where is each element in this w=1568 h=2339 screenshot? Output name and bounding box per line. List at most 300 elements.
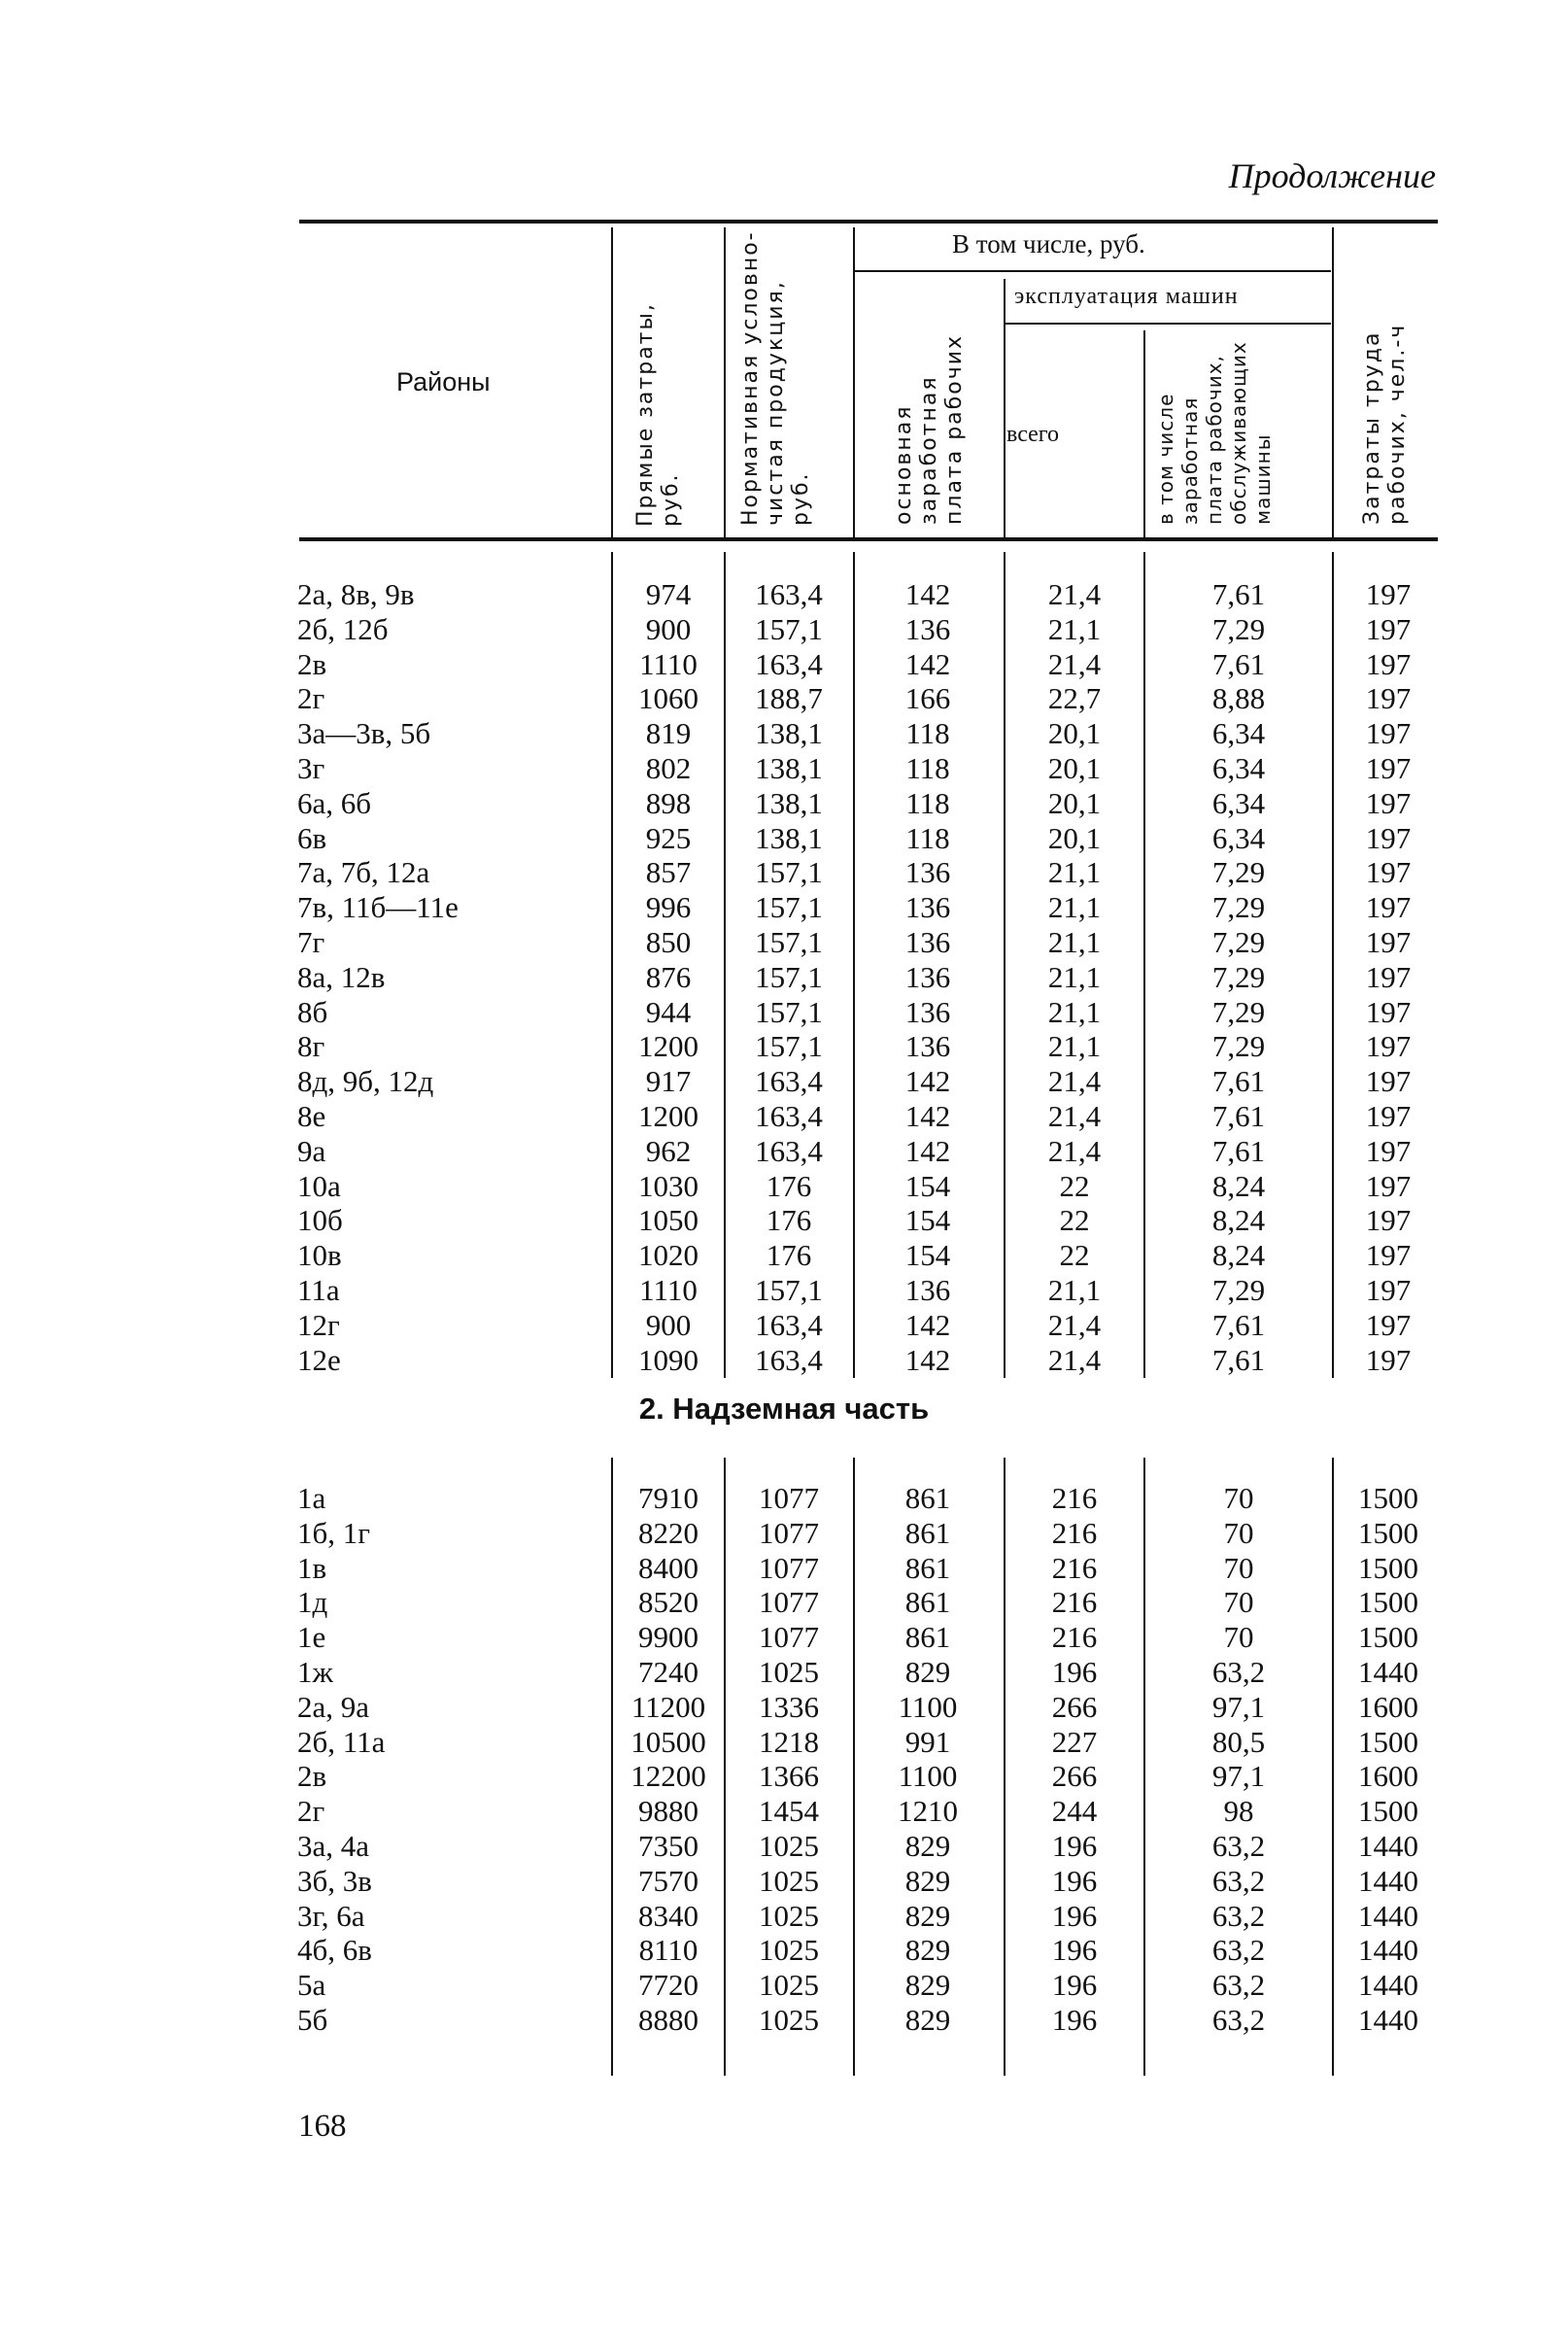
value-cell: 118 [905,785,950,820]
value-cell: 188,7 [755,681,823,716]
header-machine-operation: эксплуатация машин [1014,284,1239,309]
table-row [0,1134,1568,1169]
district-cell: 3б, 3в [297,1863,372,1898]
table-row [0,1899,1568,1934]
value-cell: 1440 [1358,1933,1418,1968]
value-cell: 21,1 [1047,611,1102,646]
value-cell: 1077 [759,1481,819,1515]
value-cell: 70 [1223,1515,1254,1550]
value-cell: 97,1 [1211,1759,1266,1794]
table-row [0,1308,1568,1343]
value-cell: 227 [1051,1724,1098,1759]
table-row [0,1829,1568,1864]
value-cell: 7,29 [1211,1273,1266,1307]
value-cell: 7570 [638,1863,699,1898]
district-cell: 2а, 8в, 9в [297,577,415,611]
value-cell: 196 [1051,2003,1098,2037]
value-cell: 1440 [1358,1863,1418,1898]
header-divider [1004,279,1006,538]
continuation-label: Продолжение [1228,156,1436,195]
value-cell: 1440 [1358,1829,1418,1863]
header-districts: Районы [396,367,491,396]
value-cell: 1020 [638,1238,699,1273]
district-cell: 1ж [297,1655,333,1689]
value-cell: 197 [1365,820,1412,855]
value-cell: 157,1 [755,855,823,890]
table-row [0,1933,1568,1968]
district-cell: 1б, 1г [297,1515,370,1550]
value-cell: 991 [904,1724,951,1759]
table-row [0,1794,1568,1829]
value-cell: 196 [1051,1655,1098,1689]
table-row [0,1481,1568,1516]
value-cell: 197 [1365,1029,1412,1064]
value-cell: 154 [904,1168,951,1203]
table-row [0,1759,1568,1794]
value-cell: 157,1 [755,925,823,959]
value-cell: 197 [1365,611,1412,646]
value-cell: 244 [1051,1794,1098,1829]
value-cell: 196 [1051,1933,1098,1968]
value-cell: 8,24 [1211,1168,1266,1203]
header-direct-costs: Прямые затраты, руб. [633,302,683,527]
value-cell: 196 [1051,1898,1098,1933]
value-cell: 1210 [898,1794,958,1829]
value-cell: 7,29 [1211,994,1266,1029]
value-cell: 197 [1365,1099,1412,1133]
value-cell: 197 [1365,855,1412,890]
district-cell: 8е [297,1099,326,1133]
value-cell: 22,7 [1047,681,1102,716]
value-cell: 1440 [1358,1968,1418,2003]
value-cell: 829 [904,1829,951,1863]
table-row [0,1169,1568,1204]
value-cell: 861 [904,1620,951,1655]
value-cell: 996 [645,890,692,925]
value-cell: 157,1 [755,959,823,994]
value-cell: 70 [1223,1481,1254,1515]
value-cell: 1500 [1358,1620,1418,1655]
table-row [0,1273,1568,1308]
value-cell: 8,24 [1211,1203,1266,1238]
value-cell: 118 [905,820,950,855]
value-cell: 63,2 [1211,1655,1266,1689]
value-cell: 118 [905,751,950,785]
table-row [0,1725,1568,1760]
value-cell: 21,1 [1047,994,1102,1029]
value-cell: 176 [766,1238,812,1273]
value-cell: 6,34 [1211,716,1266,751]
district-cell: 6а, 6б [297,785,372,820]
value-cell: 1454 [759,1794,819,1829]
table-row [0,1238,1568,1273]
value-cell: 7,29 [1211,925,1266,959]
value-cell: 9880 [638,1794,699,1829]
district-cell: 7г [297,925,325,959]
district-cell: 8д, 9б, 12д [297,1064,434,1099]
value-cell: 142 [904,1099,951,1133]
value-cell: 1025 [759,1863,819,1898]
value-cell: 1440 [1358,1898,1418,1933]
table-row [0,821,1568,856]
value-cell: 829 [904,1898,951,1933]
value-cell: 63,2 [1211,1829,1266,1863]
header-divider [853,227,855,538]
table-row [0,1968,1568,2003]
value-cell: 8,24 [1211,1238,1266,1273]
value-cell: 21,1 [1047,1273,1102,1307]
value-cell: 176 [766,1168,812,1203]
value-cell: 216 [1051,1515,1098,1550]
table-row [0,1343,1568,1378]
value-cell: 176 [766,1203,812,1238]
value-cell: 1600 [1358,1689,1418,1724]
district-cell: 7а, 7б, 12а [297,855,430,890]
table-row [0,1655,1568,1690]
value-cell: 157,1 [755,1273,823,1307]
district-cell: 2б, 12б [297,611,389,646]
district-cell: 5а [297,1968,326,2003]
value-cell: 136 [904,890,951,925]
value-cell: 136 [904,855,951,890]
value-cell: 266 [1051,1759,1098,1794]
value-cell: 136 [904,611,951,646]
value-cell: 829 [904,1968,951,2003]
district-cell: 1е [297,1620,326,1655]
district-cell: 12г [297,1307,340,1342]
value-cell: 1500 [1358,1481,1418,1515]
value-cell: 163,4 [755,1064,823,1099]
table-row [0,995,1568,1030]
value-cell: 1200 [638,1099,699,1133]
district-cell: 1д [297,1585,328,1620]
value-cell: 197 [1365,681,1412,716]
value-cell: 1218 [759,1724,819,1759]
district-cell: 3а—3в, 5б [297,716,431,751]
value-cell: 22 [1059,1203,1090,1238]
value-cell: 197 [1365,577,1412,611]
value-cell: 7910 [638,1481,699,1515]
value-cell: 197 [1365,1203,1412,1238]
value-cell: 142 [904,1342,951,1377]
value-cell: 1336 [759,1689,819,1724]
value-cell: 944 [645,994,692,1029]
value-cell: 20,1 [1047,751,1102,785]
value-cell: 163,4 [755,1307,823,1342]
value-cell: 829 [904,1863,951,1898]
value-cell: 138,1 [755,820,823,855]
district-cell: 12е [297,1342,341,1377]
value-cell: 157,1 [755,994,823,1029]
table-row [0,1203,1568,1238]
value-cell: 8220 [638,1515,699,1550]
value-cell: 136 [904,1273,951,1307]
value-cell: 197 [1365,646,1412,681]
including-rule [855,270,1331,272]
value-cell: 196 [1051,1829,1098,1863]
value-cell: 163,4 [755,1099,823,1133]
value-cell: 197 [1365,1064,1412,1099]
table-row [0,1585,1568,1620]
value-cell: 63,2 [1211,1933,1266,1968]
value-cell: 8400 [638,1550,699,1585]
value-cell: 70 [1223,1550,1254,1585]
value-cell: 70 [1223,1620,1254,1655]
value-cell: 7,61 [1211,1099,1266,1133]
value-cell: 857 [645,855,692,890]
table-row [0,1690,1568,1725]
table-row [0,890,1568,925]
value-cell: 7,29 [1211,959,1266,994]
value-cell: 63,2 [1211,1898,1266,1933]
district-cell: 2а, 9а [297,1689,370,1724]
value-cell: 1025 [759,1933,819,1968]
value-cell: 7,61 [1211,1342,1266,1377]
value-cell: 163,4 [755,1342,823,1377]
value-cell: 21,4 [1047,1133,1102,1168]
value-cell: 850 [645,925,692,959]
value-cell: 819 [645,716,692,751]
district-cell: 1в [297,1550,327,1585]
value-cell: 21,1 [1047,925,1102,959]
value-cell: 7,29 [1211,611,1266,646]
value-cell: 1440 [1358,2003,1418,2037]
value-cell: 21,4 [1047,1342,1102,1377]
district-cell: 10б [297,1203,343,1238]
value-cell: 196 [1051,1863,1098,1898]
district-cell: 10в [297,1238,342,1273]
value-cell: 154 [904,1203,951,1238]
value-cell: 118 [905,716,950,751]
value-cell: 21,1 [1047,959,1102,994]
value-cell: 861 [904,1515,951,1550]
value-cell: 1025 [759,1898,819,1933]
table-row [0,1516,1568,1551]
value-cell: 8,88 [1211,681,1266,716]
table-row [0,1551,1568,1586]
value-cell: 136 [904,1029,951,1064]
header-normative-output: Нормативная условно-чистая продукция, руб. [738,230,813,526]
value-cell: 142 [904,1307,951,1342]
district-cell: 2б, 11а [297,1724,386,1759]
value-cell: 197 [1365,1238,1412,1273]
district-cell: 8б [297,994,328,1029]
value-cell: 1110 [639,646,698,681]
value-cell: 63,2 [1211,1968,1266,2003]
value-cell: 1025 [759,1829,819,1863]
value-cell: 197 [1365,994,1412,1029]
district-cell: 7в, 11б—11е [297,890,459,925]
value-cell: 197 [1365,959,1412,994]
value-cell: 7350 [638,1829,699,1863]
district-cell: 6в [297,820,327,855]
value-cell: 20,1 [1047,820,1102,855]
district-cell: 2в [297,1759,327,1794]
value-cell: 900 [645,1307,692,1342]
value-cell: 142 [904,577,951,611]
value-cell: 138,1 [755,716,823,751]
value-cell: 21,4 [1047,646,1102,681]
header-divider [724,227,726,538]
district-cell: 8г [297,1029,325,1064]
page-number: 168 [298,2109,347,2144]
value-cell: 216 [1051,1481,1098,1515]
value-cell: 7,29 [1211,855,1266,890]
value-cell: 8110 [638,1933,699,1968]
value-cell: 917 [645,1064,692,1099]
district-cell: 10а [297,1168,341,1203]
value-cell: 142 [904,1133,951,1168]
value-cell: 1500 [1358,1794,1418,1829]
header-incl-wages: в том числе заработная плата рабочих, обслуживающих машины [1154,341,1275,525]
header-total: всего [1006,422,1060,447]
header-divider [1332,227,1334,538]
value-cell: 136 [904,925,951,959]
value-cell: 163,4 [755,646,823,681]
value-cell: 136 [904,994,951,1029]
value-cell: 197 [1365,1133,1412,1168]
value-cell: 7,61 [1211,577,1266,611]
value-cell: 11200 [631,1689,706,1724]
table-row [0,2003,1568,2038]
value-cell: 197 [1365,785,1412,820]
district-cell: 4б, 6в [297,1933,372,1968]
value-cell: 1077 [759,1515,819,1550]
value-cell: 7,29 [1211,890,1266,925]
value-cell: 7720 [638,1968,699,2003]
value-cell: 1440 [1358,1655,1418,1689]
value-cell: 80,5 [1211,1724,1266,1759]
value-cell: 196 [1051,1968,1098,2003]
table-row [0,1064,1568,1099]
value-cell: 1090 [638,1342,699,1377]
table-row [0,577,1568,612]
value-cell: 1025 [759,1655,819,1689]
value-cell: 22 [1059,1238,1090,1273]
district-cell: 3г [297,751,325,785]
district-cell: 3а, 4а [297,1829,370,1863]
table-row [0,681,1568,716]
value-cell: 20,1 [1047,785,1102,820]
table-row [0,1620,1568,1655]
value-cell: 802 [645,751,692,785]
table-row [0,751,1568,786]
value-cell: 10500 [631,1724,706,1759]
value-cell: 1077 [759,1585,819,1620]
value-cell: 1077 [759,1550,819,1585]
value-cell: 7,61 [1211,1133,1266,1168]
value-cell: 157,1 [755,890,823,925]
value-cell: 1077 [759,1620,819,1655]
value-cell: 216 [1051,1585,1098,1620]
value-cell: 157,1 [755,611,823,646]
value-cell: 138,1 [755,751,823,785]
value-cell: 1100 [898,1689,958,1724]
value-cell: 1025 [759,1968,819,2003]
district-cell: 5б [297,2003,328,2037]
table-row [0,647,1568,682]
value-cell: 216 [1051,1550,1098,1585]
value-cell: 197 [1365,1168,1412,1203]
value-cell: 12200 [631,1759,706,1794]
value-cell: 1500 [1358,1724,1418,1759]
value-cell: 197 [1365,1273,1412,1307]
value-cell: 142 [904,646,951,681]
table-row [0,1099,1568,1134]
value-cell: 7,29 [1211,1029,1266,1064]
value-cell: 1200 [638,1029,699,1064]
value-cell: 97,1 [1211,1689,1266,1724]
value-cell: 136 [904,959,951,994]
district-cell: 9а [297,1133,326,1168]
value-cell: 21,4 [1047,1064,1102,1099]
machine-rule [1004,323,1331,325]
table-row [0,960,1568,995]
value-cell: 21,4 [1047,1099,1102,1133]
value-cell: 1600 [1358,1759,1418,1794]
value-cell: 197 [1365,1307,1412,1342]
value-cell: 900 [645,611,692,646]
value-cell: 142 [904,1064,951,1099]
value-cell: 876 [645,959,692,994]
value-cell: 20,1 [1047,716,1102,751]
header-labor: Затраты труда рабочих, чел.-ч [1360,323,1410,525]
value-cell: 197 [1365,890,1412,925]
header-bottom-rule [299,537,1438,541]
value-cell: 197 [1365,1342,1412,1377]
value-cell: 1500 [1358,1585,1418,1620]
header-divider [611,227,613,538]
district-cell: 1а [297,1481,326,1515]
value-cell: 138,1 [755,785,823,820]
value-cell: 157,1 [755,1029,823,1064]
table-top-rule [299,220,1438,224]
value-cell: 829 [904,1933,951,1968]
header-base-wages: основная заработная плата рабочих [892,333,967,525]
value-cell: 6,34 [1211,785,1266,820]
table-row [0,855,1568,890]
district-cell: 2г [297,1794,325,1829]
value-cell: 1366 [759,1759,819,1794]
header-divider [1143,330,1145,538]
value-cell: 197 [1365,716,1412,751]
value-cell: 21,1 [1047,855,1102,890]
value-cell: 6,34 [1211,820,1266,855]
value-cell: 1110 [639,1273,698,1307]
district-cell: 8а, 12в [297,959,386,994]
value-cell: 7,61 [1211,1064,1266,1099]
value-cell: 63,2 [1211,2003,1266,2037]
value-cell: 166 [904,681,951,716]
value-cell: 7240 [638,1655,699,1689]
table-row [0,786,1568,821]
value-cell: 8880 [638,2003,699,2037]
section-title: 2. Надземная часть [638,1392,930,1426]
value-cell: 9900 [638,1620,699,1655]
value-cell: 163,4 [755,1133,823,1168]
value-cell: 829 [904,2003,951,2037]
value-cell: 861 [904,1550,951,1585]
value-cell: 21,1 [1047,1029,1102,1064]
value-cell: 98 [1223,1794,1254,1829]
value-cell: 861 [904,1585,951,1620]
value-cell: 63,2 [1211,1863,1266,1898]
value-cell: 1060 [638,681,699,716]
value-cell: 21,4 [1047,1307,1102,1342]
value-cell: 7,61 [1211,1307,1266,1342]
value-cell: 21,4 [1047,577,1102,611]
value-cell: 197 [1365,925,1412,959]
